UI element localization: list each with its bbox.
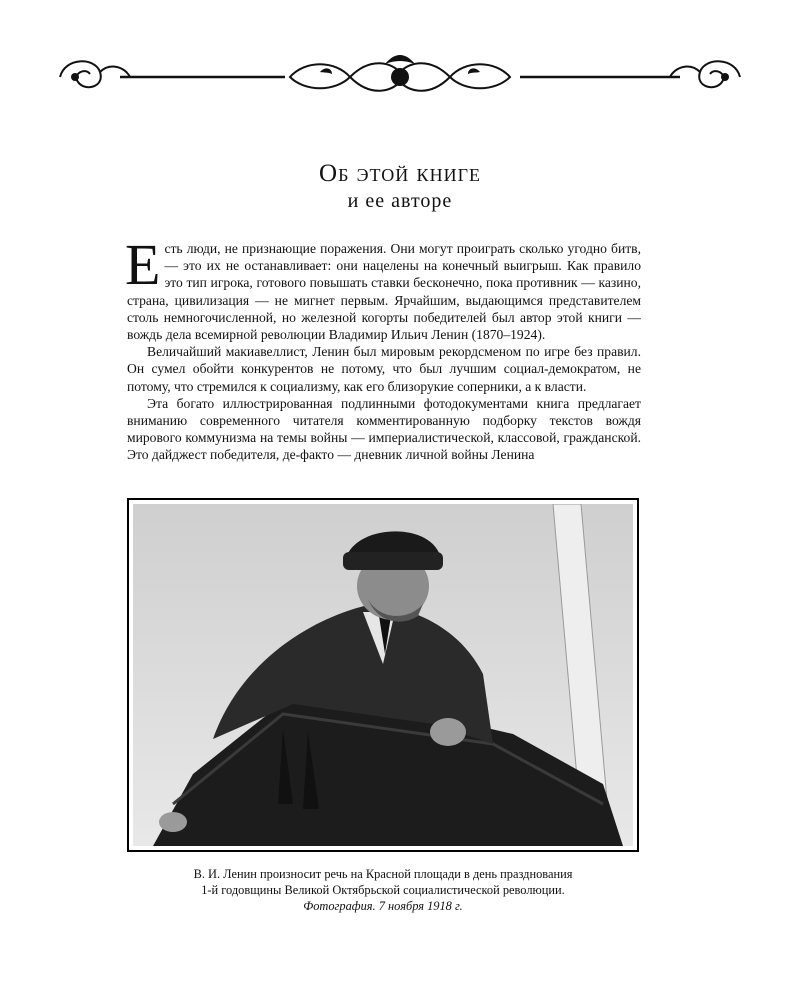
caption-line-3: Фотография. 7 ноября 1918 г. xyxy=(303,899,463,913)
ornamental-header-divider xyxy=(50,52,750,102)
paragraph-1 xyxy=(125,232,641,343)
drop-cap: Е xyxy=(125,232,161,297)
paragraph-3: Эта богато иллюстрированная подлинными фотодокументами книга предлагает вниманию современного читателя комментированную подборку текстов вождя мирового коммунизма на темы войны — империалистической, классовой, гражданской. Это дайджест победителя, де-факто — дневник личной войны Ленина xyxy=(127,395,641,463)
photo-frame xyxy=(127,498,639,852)
paragraph-1-text: сть люди, не признающие поражения. Они могут проиграть сколько угодно битв, — это их не останавливает: они нацелены на конечный выигрыш. Как правило это тип игрока, готового повышать ставки бесконечно, пока противник — казино, страна, цивилизация — не мигнет первым. Ярчайшим, выдающимся представителем столь немногочисленной, но железной когорты победителей был автор этой книги — вождь дела всемирной революции Владимир Ильич Ленин (1870–1924). xyxy=(127,241,641,343)
caption-line-1: В. И. Ленин произносит речь на Красной площади в день празднования xyxy=(193,867,573,881)
page-title-line1: Об этой книге xyxy=(319,160,481,187)
article-body xyxy=(125,232,641,464)
page-title-line2: и ее авторе xyxy=(347,190,453,212)
paragraph-2: Величайший макиавеллист, Ленин был мировым рекордсменом по игре без правил. Он сумел обойти конкурентов не потому, что был лучшим социал-демократом, не потому, что стремился к социализму, как его близорукие соперники, а к власти. xyxy=(127,344,641,394)
lenin-speech-photo xyxy=(133,504,633,846)
caption-line-2: 1-й годовщины Великой Октябрьской социалистической революции. xyxy=(201,883,565,897)
photo-caption xyxy=(0,866,766,914)
